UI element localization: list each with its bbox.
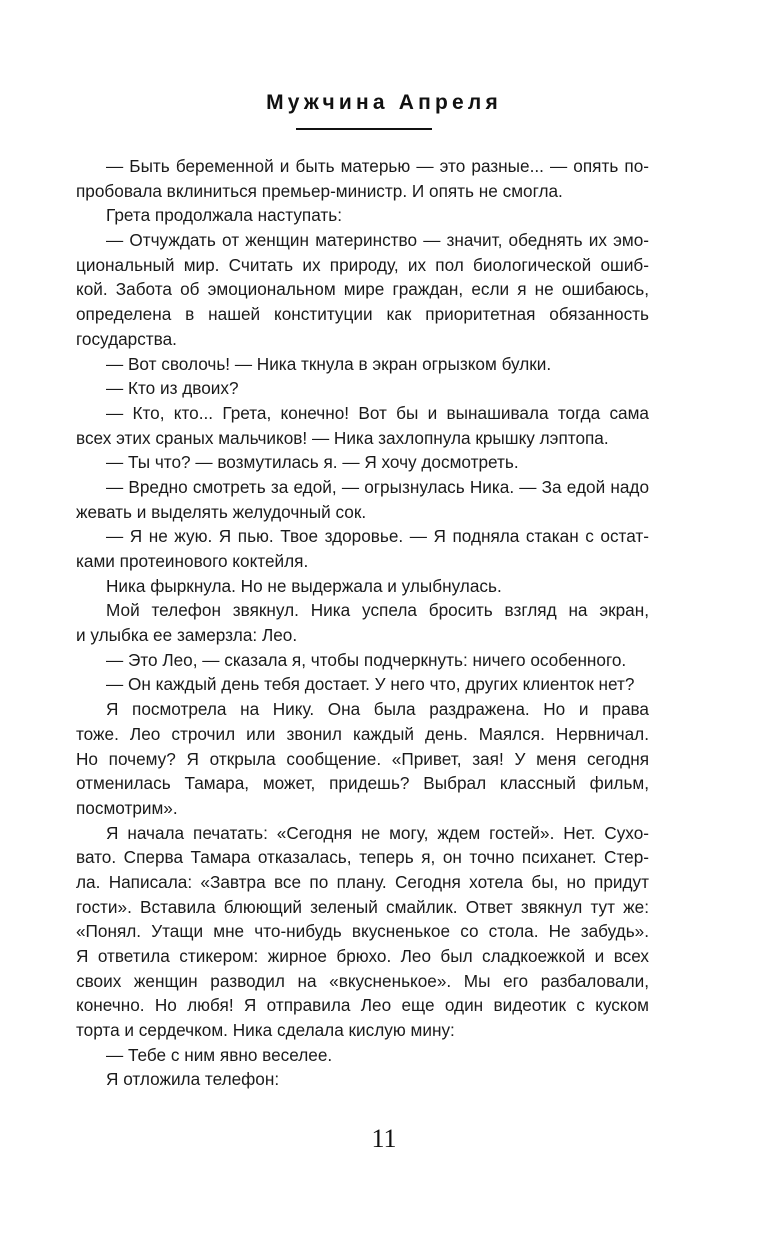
text-line: — Кто из двоих? [106, 378, 239, 399]
running-title: Мужчина Апреля [266, 91, 502, 114]
text-line: вато. Сперва Тамара отказалась, теперь я, он точно психанет. Стер- [76, 847, 649, 868]
text-line: и улыбка ее замерзла: Лео. [76, 625, 298, 646]
text-line: ками протеинового коктейля. [76, 551, 309, 571]
header-divider [296, 128, 432, 130]
text-line: — Кто, кто... Грета, конечно! Вот бы и вынашивала тогда сама [106, 402, 649, 423]
text-line: жевать и выделять желудочный сок. [76, 501, 367, 522]
text-line: всех этих сраных мальчиков! — Ника захлопнула крышку лэптопа. [76, 427, 609, 448]
text-line: отменилась Тамара, может, придешь? Выбрал классный фильм, [76, 773, 649, 794]
text-line: Я начала печатать: «Сегодня не могу, ждем гостей». Нет. Сухо- [106, 822, 649, 843]
text-line: — Вредно смотреть за едой, — огрызнулась Ника. — За едой надо [106, 476, 649, 497]
text-line: ла. Написала: «Завтра все по плану. Сегодня хотела бы, но придут [76, 871, 649, 892]
text-line: своих женщин разводил на «вкусненькое». Мы его разбаловали, [76, 970, 649, 991]
text-line: пробовала вклиниться премьер-министр. И опять не смогла. [76, 180, 563, 201]
text-line: Я ответила стикером: жирное брюхо. Лео был сладкоежкой и всех [76, 946, 649, 966]
text-line: кой. Забота об эмоциональном мире граждан, если я не ошибаюсь, [76, 279, 649, 300]
text-line: циональный мир. Считать их природу, их пол биологической ошиб- [76, 254, 649, 275]
body-text [76, 154, 649, 1092]
text-line: торта и сердечком. Ника сделала кислую мину: [76, 1020, 455, 1041]
text-line: конечно. Но любя! Я отправила Лео еще один видеотик с куском [76, 995, 649, 1016]
text-line: — Я не жую. Я пью. Твое здоровье. — Я подняла стакан с остат- [106, 526, 649, 547]
text-line: — Быть беременной и быть матерью — это разные... — опять по- [106, 156, 649, 176]
text-line: «Понял. Утащи мне что-нибудь вкусненькое со стола. Не забудь». [76, 921, 649, 942]
text-line: — Он каждый день тебя достает. У него что, других клиенток нет? [106, 674, 635, 695]
text-line: Грета продолжала наступать: [106, 205, 342, 226]
text-line: Но почему? Я открыла сообщение. «Привет, зая! У меня сегодня [76, 748, 649, 769]
text-line: — Тебе с ним явно веселее. [106, 1044, 333, 1065]
page-number: 11 [371, 1124, 397, 1153]
text-line: тоже. Лео строчил или звонил каждый день. Маялся. Нервничал. [76, 723, 649, 744]
text-line: гости». Вставила блюющий зеленый смайлик. Ответ звякнул тут же: [76, 896, 649, 917]
text-line: — Это Лео, — сказала я, чтобы подчеркнуть: ничего особенного. [106, 649, 627, 670]
text-line: Я отложила телефон: [106, 1069, 280, 1090]
text-line: — Ты что? — возмутилась я. — Я хочу досмотреть. [106, 452, 519, 473]
text-line: посмотрим». [76, 797, 178, 818]
text-line: Мой телефон звякнул. Ника успела бросить взгляд на экран, [106, 600, 649, 621]
text-line: государства. [76, 328, 177, 349]
running-header [0, 88, 768, 118]
text-line: — Отчуждать от женщин материнство — значит, обеднять их эмо- [106, 230, 649, 251]
text-line: — Вот сволочь! — Ника ткнула в экран огрызком булки. [106, 353, 552, 374]
text-line: Ника фыркнула. Но не выдержала и улыбнулась. [106, 575, 502, 596]
text-line: определена в нашей конституции как приоритетная обязанность [76, 304, 649, 325]
text-line: Я посмотрела на Нику. Она была раздражена. Но и права [106, 699, 649, 720]
